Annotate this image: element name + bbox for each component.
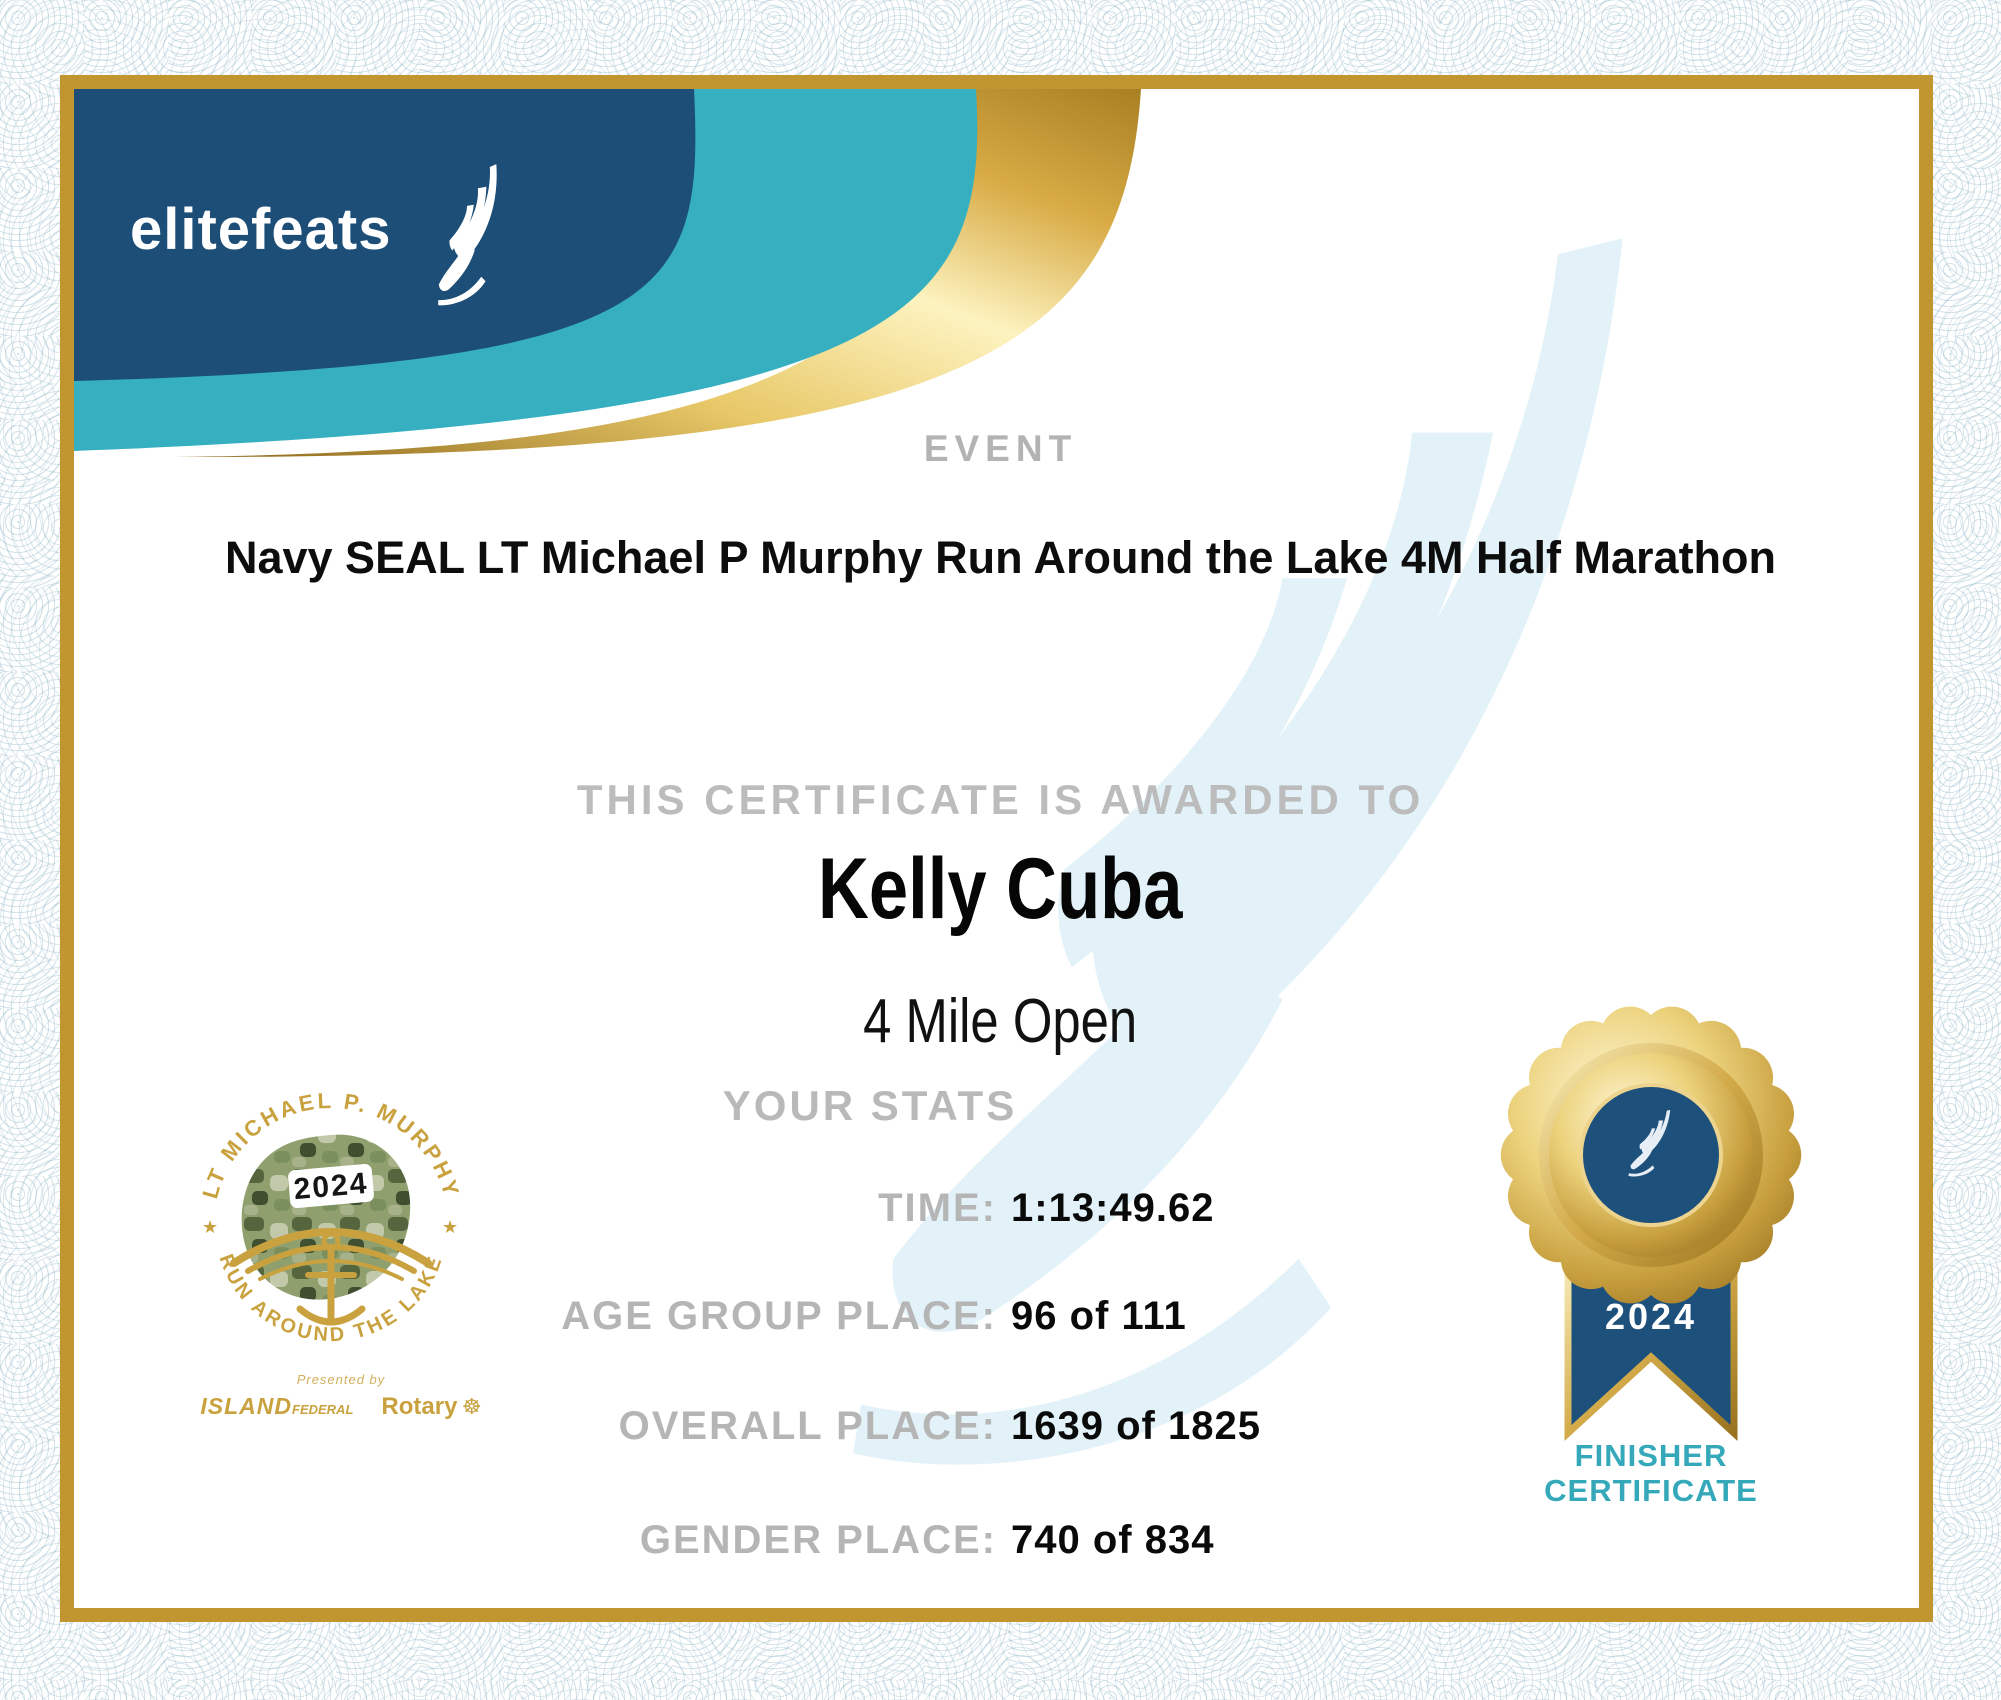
recipient-name: Kelly Cuba [818,841,1183,937]
star-left-icon: ★ [202,1217,219,1237]
stat-row-time [300,1186,1700,1231]
logo-arc-bottom-text: RUN AROUND THE LAKE [214,1251,448,1347]
your-stats-label: YOUR STATS [722,1082,1018,1129]
event-section-label: EVENT [923,428,1078,469]
finisher-medal-badge [1496,1005,1806,1445]
sponsor-island-federal-logo: ISLANDFEDERAL [200,1393,354,1419]
stat-row-age-group-place [300,1294,1700,1339]
ribbon-year: 2024 [1604,1296,1698,1337]
stat-value: 96 of 111 [1011,1294,1187,1338]
stat-label: GENDER PLACE: [639,1518,997,1562]
logo-year: 2024 [292,1166,370,1207]
star-right-icon: ★ [442,1217,459,1237]
event-name: Navy SEAL LT Michael P Murphy Run Around the Lake 4M Half Marathon [224,532,1777,583]
stat-value: 1639 of 1825 [1011,1404,1261,1448]
stat-value: 740 of 834 [1011,1518,1215,1562]
logo-arc-top-text: LT MICHAEL P. MURPHY [197,1087,465,1202]
murphy-run-logo [196,1073,466,1373]
logo-year-plate [288,1163,375,1208]
stat-label: TIME: [878,1186,997,1230]
stat-value: 1:13:49.62 [1011,1186,1215,1230]
sponsors-block [166,1372,516,1421]
presented-by-label: Presented by [296,1372,386,1387]
division-name: 4 Mile Open [863,987,1138,1056]
finisher-certificate-label: FINISHER CERTIFICATE [1544,1438,1758,1508]
rotary-wheel-icon: ☸ [461,1395,482,1420]
brand-logo-text: elitefeats [130,197,392,262]
medal-center [1581,1085,1721,1225]
awarded-to-label: THIS CERTIFICATE IS AWARDED TO [576,776,1425,823]
stat-row-gender-place [300,1518,1700,1563]
stat-label: AGE GROUP PLACE: [561,1294,997,1338]
stat-label: OVERALL PLACE: [618,1404,997,1448]
sponsor-rotary-logo: Rotary ☸ [381,1393,482,1420]
